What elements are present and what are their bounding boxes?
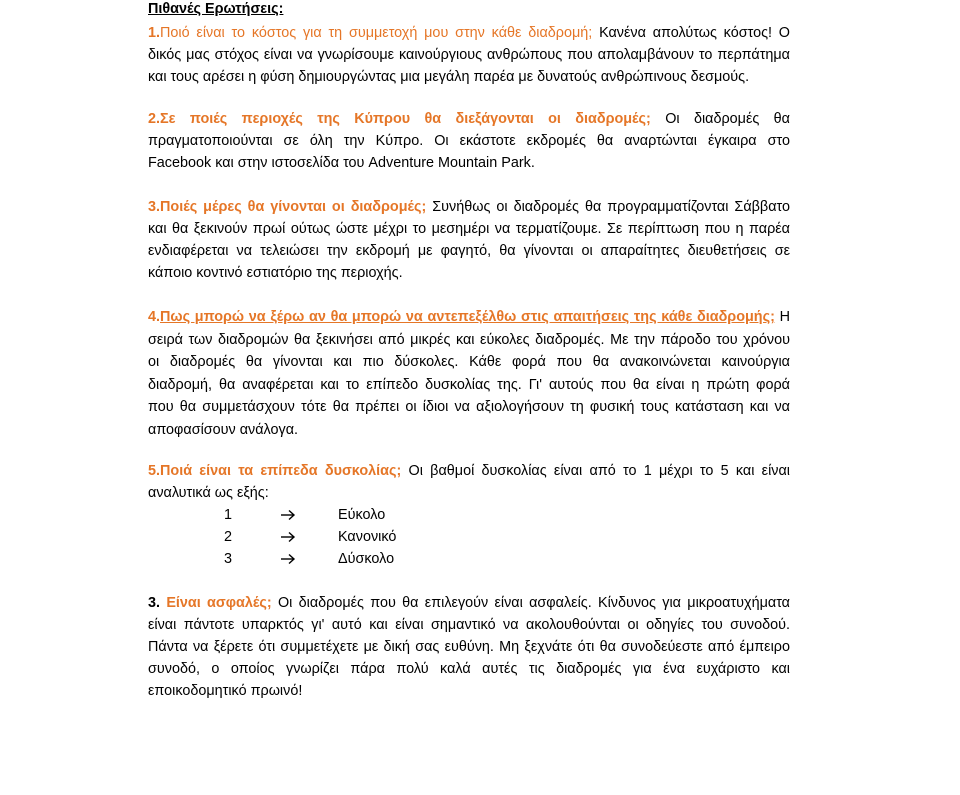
answer-line: που θα συμμετάσχουν τότε θα πρέπει οι ίδιοι να αξιολογήσουν τη φυσική τους κατάσταση και να [148, 399, 790, 416]
answer-line: Facebook και στην ιστοσελίδα του Adventure Mountain Park. [148, 155, 535, 171]
faq-item-1 [148, 22, 790, 88]
question-number: 3. [148, 595, 161, 611]
question-number: 5. [148, 463, 161, 479]
question-text: Σε ποιές περιοχές της Κύπρου θα διεξάγονται οι διαδρομές; [160, 111, 651, 127]
arrow-right-icon [280, 509, 338, 521]
question-text: Ποιές μέρες θα γίνονται οι διαδρομές; [160, 199, 427, 215]
difficulty-level-item [224, 526, 396, 548]
answer-line: αναλυτικά ως εξής: [148, 485, 269, 501]
faq-item-3 [148, 196, 790, 284]
faq-line [148, 22, 790, 44]
answer-text: Οι διαδρομές θα [650, 111, 790, 127]
faq-item-6 [148, 592, 790, 702]
faq-item-4 [148, 306, 790, 442]
answer-text: Κανένα απολύτως κόστος! Ο [592, 25, 790, 41]
faq-line [148, 306, 790, 329]
level-number: 3 [224, 551, 233, 567]
answer-text: Η [774, 309, 790, 325]
answer-line: δικός μας στόχος είναι να γνωρίσουμε καινούργιους ανθρώπους που απολαμβάνουν το περπάτημα [148, 47, 790, 63]
answer-line: σειρά των διαδρομών θα ξεκινήσει από μικρές και εύκολες διαδρομές. Με την πάροδο του χρόνου [148, 331, 790, 348]
answer-text: Συνήθως οι διαδρομές θα προγραμματίζονται Σάββατο [426, 199, 790, 215]
answer-line: και τους αρέσει η φύση δημιουργώντας μια μεγάλη παρέα με δυνατούς ανθρώπινους δεσμούς. [148, 69, 750, 85]
answer-line: εποικοδομητικό πρωινό! [148, 683, 303, 699]
level-name: Εύκολο [338, 507, 386, 523]
question-text: Ποιό είναι το κόστος για τη συμμετοχή μου στην κάθε διαδρομή; [160, 25, 593, 41]
level-name: Δύσκολο [338, 551, 395, 567]
answer-line: οι διαδρομές θα γίνονται και πιο δύσκολες. Κάθε φορά που θα ανακοινώνεται καινούργια [148, 354, 790, 371]
answer-line: συνοδό, ο οποίος γνωρίζει πάρα πολύ καλά αυτές τις διαδρομές για ένα ευχάριστο και [148, 661, 790, 677]
answer-line: είναι πάντοτε υπαρκτός γι' αυτό και είναι σημαντικό να ακολουθούνται οι οδηγίες του συνοδού. [148, 617, 790, 633]
answer-line: αποφασίσουν ανάλογα. [148, 421, 299, 438]
faq-heading: Πιθανές Ερωτήσεις: [148, 1, 284, 17]
question-number: 3. [148, 199, 161, 215]
question-number: 4. [148, 309, 161, 325]
level-number: 1 [224, 507, 233, 523]
question-text: Πως μπορώ να ξέρω αν θα μπορώ να αντεπεξέλθω στις απαιτήσεις της κάθε διαδρομής; [160, 309, 775, 325]
answer-line: και θα ξεκινούν πρωί ούτως ώστε μέχρι το μεσημέρι να τερματίζουμε. Σε περίπτωση που η παρέα [148, 221, 790, 237]
question-number: 2. [148, 111, 161, 127]
question-number: 1. [148, 25, 161, 41]
answer-line: Πάντα να ξέρετε ότι συμμετέχετε με δική σας ευθύνη. Μη ξεχνάτε ότι θα συνοδεύεστε από έμπειρο [148, 639, 790, 655]
faq-item-2 [148, 108, 790, 174]
arrow-right-icon [280, 553, 338, 565]
level-name: Κανονικό [338, 529, 397, 545]
faq-line [148, 196, 790, 218]
faq-line [148, 592, 790, 614]
difficulty-level-item [224, 548, 396, 570]
faq-line [148, 108, 790, 130]
difficulty-level-item [224, 504, 396, 526]
faq-line [148, 460, 790, 482]
answer-line: κάποιο κοντινό εστιατόριο της περιοχής. [148, 265, 403, 281]
arrow-right-icon [280, 531, 338, 543]
level-number: 2 [224, 529, 233, 545]
difficulty-levels-list [224, 504, 396, 570]
question-text: Είναι ασφαλές; [166, 595, 272, 611]
answer-line: πραγματοποιούνται σε όλη την Κύπρο. Οι εκάστοτε εκδρομές θα αναρτώνται έγκαιρα στο [148, 133, 790, 149]
question-text: Ποιά είναι τα επίπεδα δυσκολίας; [160, 463, 402, 479]
answer-text: Οι βαθμοί δυσκολίας είναι από το 1 μέχρι το 5 και είναι [401, 463, 790, 479]
faq-item-5 [148, 460, 790, 504]
answer-line: διαδρομή, θα αναφέρεται και το επίπεδο δυσκολίας της. Γι' αυτούς που θα είναι η πρώτη φορά [148, 376, 790, 393]
answer-line: ενδιαφέρεται να τελειώσει την εκδρομή με φαγητό, θα γίνονται οι απαραίτητες διευθετήσεις σε [148, 243, 790, 259]
answer-text: Οι διαδρομές που θα επιλεγούν είναι ασφαλείς. Κίνδυνος για μικροατυχήματα [271, 595, 791, 611]
